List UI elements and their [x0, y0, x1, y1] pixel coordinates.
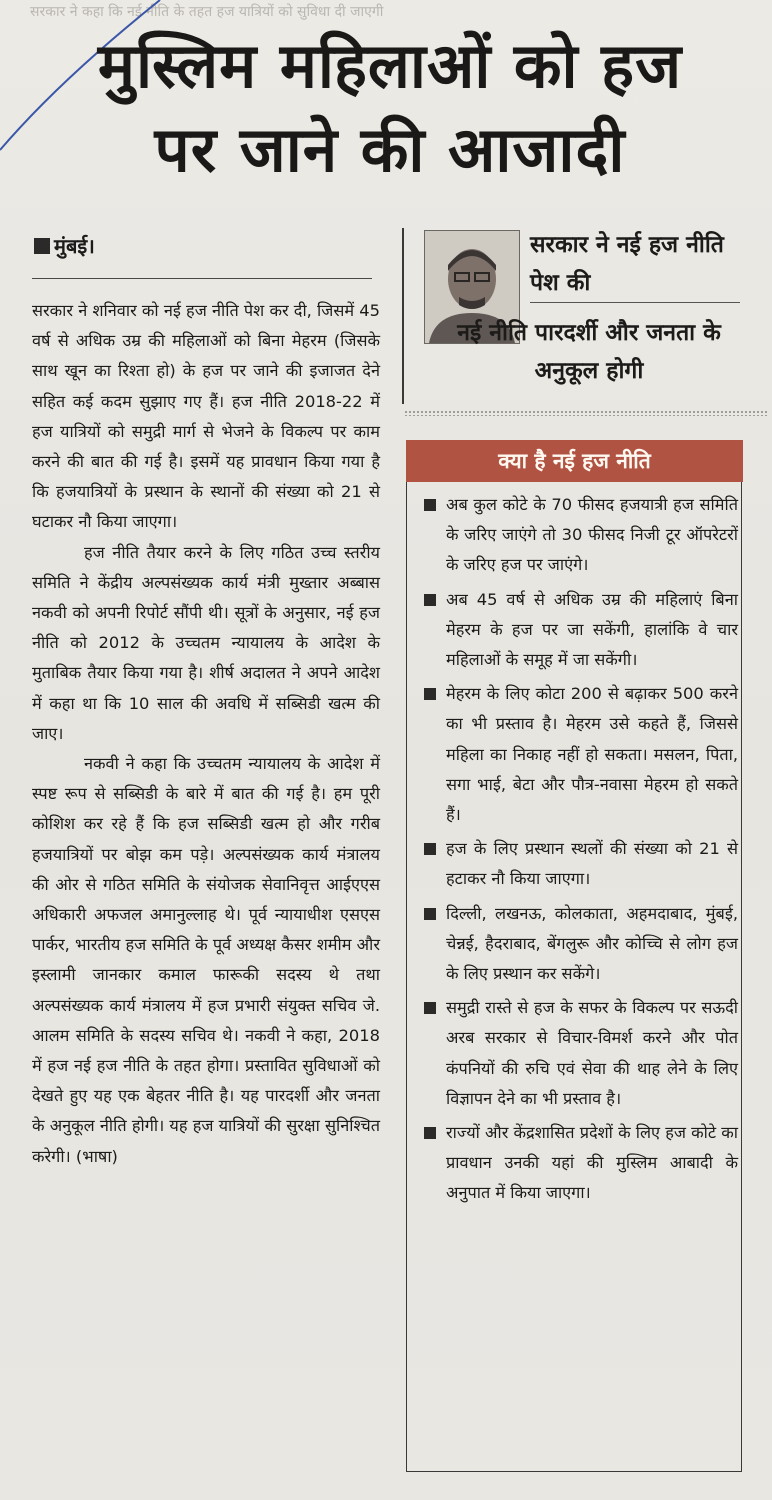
square-bullet-icon: [424, 499, 436, 511]
list-item-text: राज्यों और केंद्रशासित प्रदेशों के लिए हज कोटे का प्रावधान उनकी यहां की मुस्लिम आबादी के अनुपात में किया जाएगा।: [446, 1123, 738, 1203]
square-bullet-icon: [424, 908, 436, 920]
square-bullet-icon: [424, 1127, 436, 1139]
headline-line-1: मुस्लिम महिलाओं को हज: [97, 29, 683, 102]
headline-line-2: पर जाने की आजादी: [154, 113, 626, 186]
divider: [32, 278, 372, 279]
list-item: [420, 1118, 738, 1209]
square-bullet-icon: [424, 1002, 436, 1014]
list-item-text: हज के लिए प्रस्थान स्थलों की संख्या को 21 से हटाकर नौ किया जाएगा।: [446, 839, 738, 889]
list-item: [420, 490, 738, 581]
square-bullet-icon: [424, 843, 436, 855]
pull-quote-2: नई नीति पारदर्शी और जनता के अनुकूल होगी: [457, 320, 721, 384]
paragraph-1: सरकार ने शनिवार को नई हज नीति पेश कर दी, जिसमें 45 वर्ष से अधिक उम्र की महिलाओं को बिना मेहरम (जिसके साथ खून का रिश्ता हो) के हज पर जाने की इजाजत देने सहित कई कदम सुझाए गए हैं। हज नीति 2018-22 में हज यात्रियों को समुद्री मार्ग से भेजने के विकल्प पर काम करने की बात की गई है। इसमें यह प्रावधान किया गया है कि हजयात्रियों के प्रस्थान के स्थानों की संख्या को 21 से घटाकर नौ किया जाएगा।: [32, 301, 380, 532]
dateline-text: मुंबई।: [54, 234, 95, 258]
list-item-text: मेहरम के लिए कोटा 200 से बढ़ाकर 500 करने का भी प्रस्ताव है। मेहरम उसे कहते हैं, जिससे महिला का निकाह नहीं हो सकता। मसलन, पिता, सगा भाई, बेटा और पौत्र-नवासा मेहरम हो सकते हैं।: [446, 684, 738, 825]
headline: [20, 24, 760, 192]
dateline: [34, 232, 95, 259]
list-item-text: दिल्ली, लखनऊ, कोलकाता, अहमदाबाद, मुंबई, चेन्नई, हैदराबाद, बेंगलुरू और कोच्चि से लोग हज के लिए प्रस्थान कर सकेंगे।: [446, 903, 738, 984]
pull-quote-1: सरकार ने नई हज नीति पेश की: [530, 232, 724, 296]
article-body: [32, 296, 380, 1172]
list-item: [420, 834, 738, 894]
bleed-through-text: सरकार ने कहा कि नई नीति के तहत हज यात्रियों को सुविधा दी जाएगी: [30, 4, 384, 20]
column-divider: [402, 228, 404, 404]
info-box-list: [420, 490, 738, 1213]
list-item-text: अब 45 वर्ष से अधिक उम्र की महिलाएं बिना मेहरम के हज पर जा सकेंगी, हालांकि वे चार महिलाओं के समूह में जा सकेंगी।: [446, 589, 738, 670]
square-bullet-icon: [34, 238, 50, 254]
paragraph-3: नकवी ने कहा कि उच्चतम न्यायालय के आदेश में स्पष्ट रूप से सब्सिडी के बारे में बात की गई है। हम पूरी कोशिश कर रहे हैं कि हज सब्सिडी खत्म हो और गरीब हजयात्रियों पर बोझ कम पड़े। अल्पसंख्यक कार्य मंत्रालय की ओर से गठित समिति के संयोजक सेवानिवृत्त आईएएस अधिकारी अफजल अमानुल्लाह थे। पूर्व न्यायाधीश एसएस पार्कर, भारतीय हज समिति के पूर्व अध्यक्ष कैसर शमीम और इस्लामी जानकार कमाल फारूकी सदस्य थे तथा अल्पसंख्यक कार्य मंत्रालय में हज प्रभारी संयुक्त सचिव जे. आलम समिति के सदस्य सचिव थे। नकवी ने कहा, 2018 में हज नई हज नीति के तहत होगा। प्रस्तावित सुविधाओं को देखते हुए यह एक बेहतर नीति है। यह पारदर्शी और जनता के अनुकूल नीति होगी। यह हज यात्रियों की सुरक्षा सुनिश्चित करेगी। (भाषा): [32, 754, 380, 1166]
list-item-text: अब कुल कोटे के 70 फीसद हजयात्री हज समिति के जरिए जाएंगे तो 30 फीसद निजी टूर ऑपरेटरों के जरिए हज पर जाएंगे।: [446, 495, 738, 575]
square-bullet-icon: [424, 594, 436, 606]
info-box-title: क्या है नई हज नीति: [406, 440, 743, 482]
list-item: [420, 899, 738, 990]
paragraph-2: हज नीति तैयार करने के लिए गठित उच्च स्तरीय समिति ने केंद्रीय अल्पसंख्यक कार्य मंत्री मुख्तार अब्बास नकवी को अपनी रिपोर्ट सौंपी थी। सूत्रों के अनुसार, नई हज नीति को 2012 के उच्चतम न्यायालय के आदेश के मुताबिक तैयार किया गया है। शीर्ष अदालत ने अपने आदेश में कहा था कि 10 साल की अवधि में सब्सिडी खत्म की जाए।: [32, 542, 380, 743]
list-item: [420, 585, 738, 676]
list-item: [420, 679, 738, 830]
dotted-separator: [404, 410, 768, 416]
list-item-text: समुद्री रास्ते से हज के सफर के विकल्प पर सऊदी अरब सरकार से विचार-विमर्श करने और पोत कंपनियों की रुचि एवं सेवा की थाह लेने के लिए विज्ञापन देने का भी प्रस्ताव है।: [446, 998, 738, 1108]
list-item: [420, 993, 738, 1114]
square-bullet-icon: [424, 688, 436, 700]
quote-divider: [530, 302, 740, 303]
